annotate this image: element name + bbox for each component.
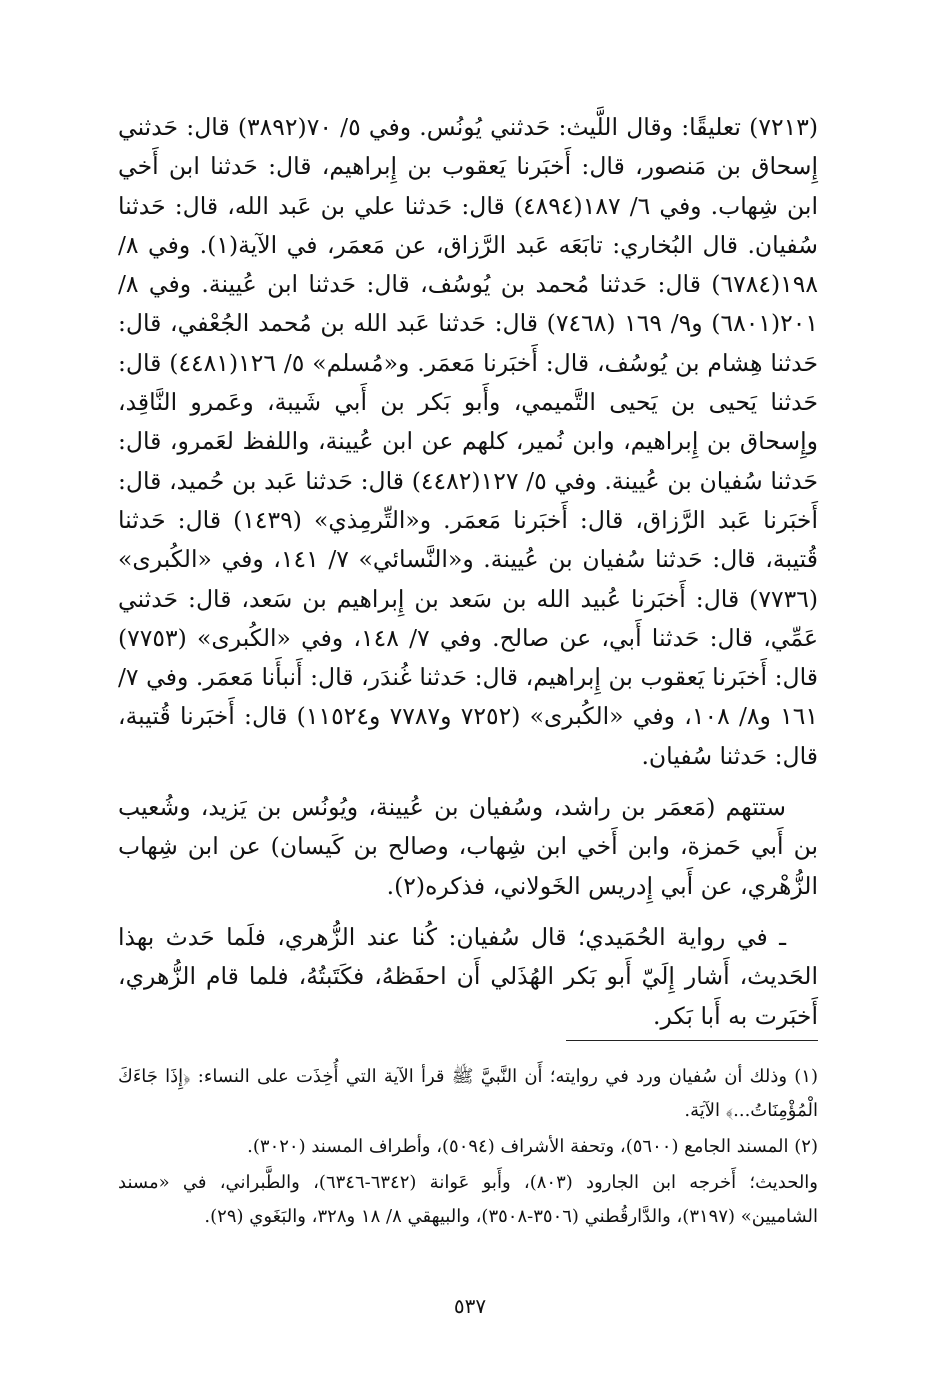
- footnote-2-continued: والحديث؛ أَخرجه ابن الجارود (٨٠٣)، وأَبو عَوانة (٦٣٤٢-٦٣٤٦)، والطَّبراني، في «مسند الشاميين» (٣١٩٧)، والدَّارقُطني (٣٥٠٦-٣٥٠٨)، والبيهقي ٨/ ١٨ و٣٢٨، والبَغَوي (٢٩).: [118, 1172, 818, 1227]
- paragraph-humaydi: ـ في رواية الحُمَيدي؛ قال سُفيان: كُنا عند الزُّهري، فلَما حَدث بهذا الحَديث، أَشار إِلَيّ أَبو بَكر الهُذَلي أَن احفَظهُ، فكَتَبتُهُ، فلما قام الزُّهري، أَخبَرت به أَبا بَكر.: [118, 922, 818, 1030]
- page-number: ٥٣٧: [453, 1294, 487, 1318]
- footnote-2: (٢) المسند الجامع (٥٦٠٠)، وتحفة الأشراف (٥٠٩٤)، وأطراف المسند (٣٠٢٠).: [247, 1136, 818, 1157]
- footnote-separator: [566, 1040, 818, 1041]
- paragraph-narrators: ستتهم (مَعمَر بن راشد، وسُفيان بن عُيينة، ويُونُس بن يَزيد، وشُعيب بن أَبي حَمزة، وابن أَخي ابن شِهاب، وصالح بن كَيسان) عن ابن شِهاب الزُّهْري، عن أَبي إِدريس الخَولاني، فذكره(٢).: [118, 793, 818, 900]
- footnote-1: (١) وذلك أن سُفيان ورد في روايته؛ أَن النَّبيَّ ﷺ قرأ الآية التي أُخِذَت على النساء: ﴿إِذَا جَاءَكَ الْمُؤْمِنَاتُ...﴾ الآيَة.: [118, 1066, 818, 1121]
- main-text: [118, 108, 818, 1036]
- paragraph-sources: (٧٢١٣) تعليقًا: وقال اللَّيث: حَدثني يُونُس. وفي ٥/ ٧٠(٣٨٩٢) قال: حَدثني إِسحاق بن مَنصور، قال: أَخبَرنا يَعقوب بن إِبراهيم، قال: حَدثنا ابن أَخي ابن شِهاب. وفي ٦/ ١٨٧(٤٨٩٤) قال: حَدثنا علي بن عَبد الله، قال: حَدثنا سُفيان. قال البُخاري: تابَعَه عَبد الرَّزاق، عن مَعمَر، في الآية(١). وفي ٨/ ١٩٨(٦٧٨٤) قال: حَدثنا مُحمد بن يُوسُف، قال: حَدثنا ابن عُيينة. وفي ٨/ ٢٠١(٦٨٠١) و٩/ ١٦٩ (٧٤٦٨) قال: حَدثنا عَبد الله بن مُحمد الجُعْفي، قال: حَدثنا هِشام بن يُوسُف، قال: أَخبَرنا مَعمَر. و«مُسلم» ٥/ ١٢٦(٤٤٨١) قال: حَدثنا يَحيى بن يَحيى التَّميمي، وأَبو بَكر بن أَبي شَيبة، وعَمرو النَّاقِد، وإِسحاق بن إِبراهيم، وابن نُمير، كلهم عن ابن عُيينة، واللفظ لعَمرو، قال: حَدثنا سُفيان بن عُيينة. وفي ٥/ ١٢٧(٤٤٨٢) قال: حَدثنا عَبد بن حُميد، قال: أَخبَرنا عَبد الرَّزاق، قال: أَخبَرنا مَعمَر. و«التِّرمِذي» (١٤٣٩) قال: حَدثنا قُتيبة، قال: حَدثنا سُفيان بن عُيينة. و«النَّسائي» ٧/ ١٤١، وفي «الكُبرى» (٧٧٣٦) قال: أَخبَرنا عُبيد الله بن سَعد بن إِبراهيم بن سَعد، قال: حَدثني عَمِّي، قال: حَدثنا أَبي، عن صالح. وفي ٧/ ١٤٨، وفي «الكُبرى» (٧٧٥٣) قال: أَخبَرنا يَعقوب بن إِبراهيم، قال: حَدثنا غُندَر، قال: أَنبأَنا مَعمَر. وفي ٧/ ١٦١ و٨/ ١٠٨، وفي «الكُبرى» (٧٢٥٢ و٧٧٨٧ و١١٥٢٤) قال: أَخبَرنا قُتيبة، قال: حَدثنا سُفيان.: [118, 113, 819, 770]
- footnotes: [118, 1060, 818, 1234]
